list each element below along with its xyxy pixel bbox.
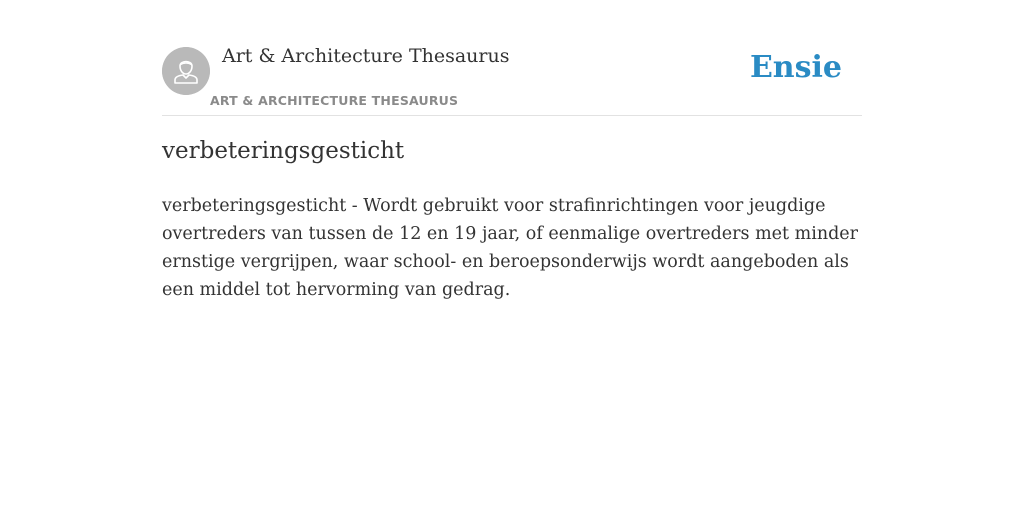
- brand-logo[interactable]: Ensie: [749, 50, 842, 85]
- user-avatar-icon: [162, 47, 210, 95]
- entry-definition: verbeteringsgesticht - Wordt gebruikt voor strafinrichtingen voor jeugdige overtreders van tussen de 12 en 19 jaar, of eenmalige overtreders met minder ernstige vergrijpen, waar school- en beroepsonderwijs wordt aangeboden als een middel tot hervorming van gedrag.: [162, 196, 859, 300]
- avatar[interactable]: [162, 47, 210, 95]
- source-label[interactable]: ART & ARCHITECTURE THESAURUS: [210, 93, 459, 108]
- page-header: [162, 40, 862, 116]
- entry-title: verbeteringsgesticht: [162, 138, 405, 164]
- author-name[interactable]: Art & Architecture Thesaurus: [222, 45, 510, 67]
